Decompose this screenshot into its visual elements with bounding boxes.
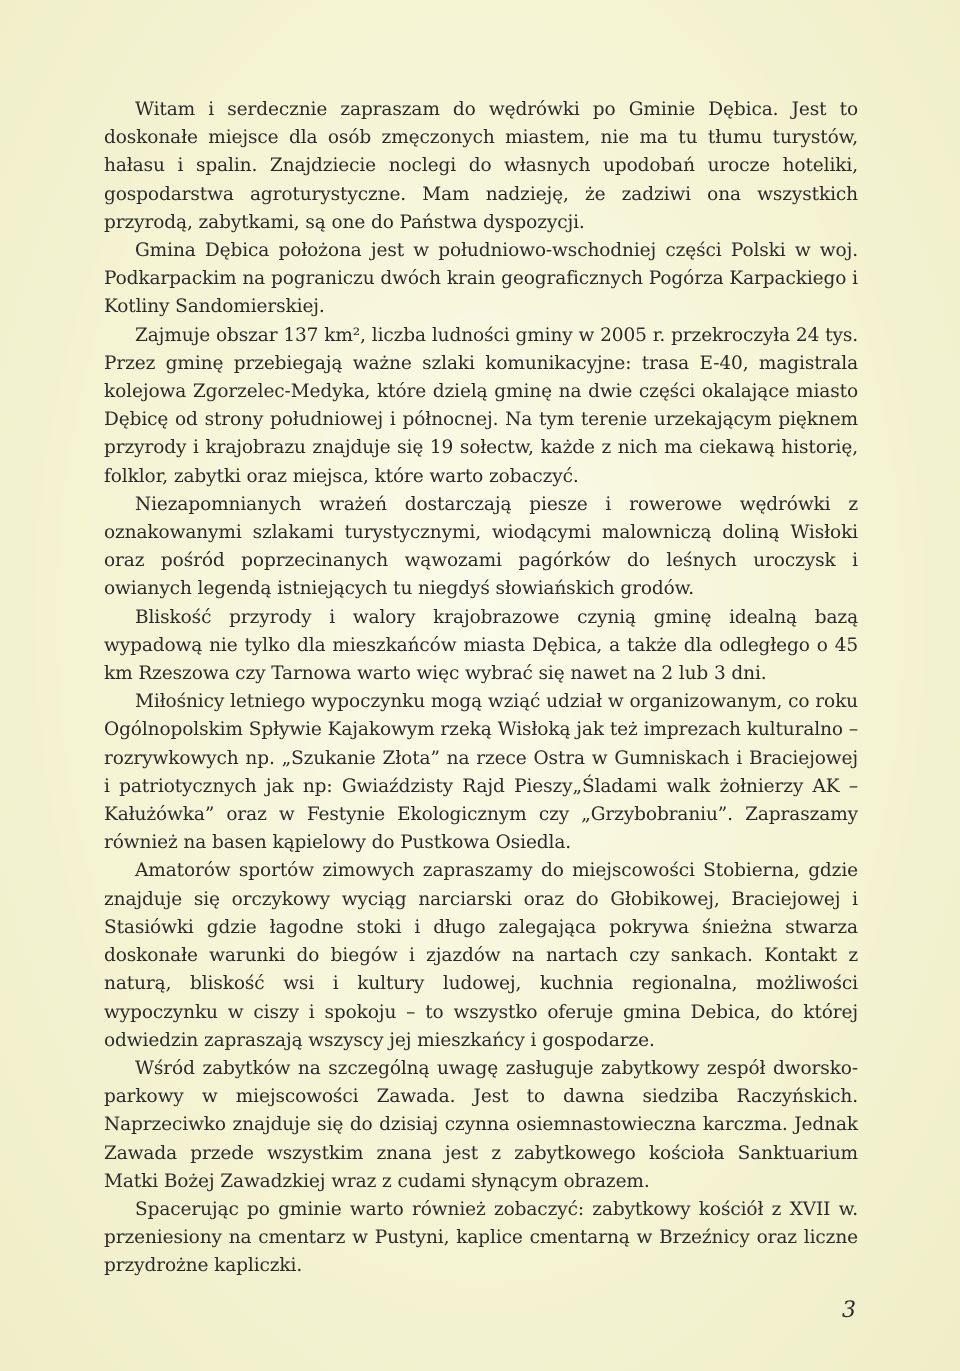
paragraph-walking: Spacerując po gminie warto również zobaczyć: zabytkowy kościół z XVII w. przeniesiony na cmentarz w Pustyni, kaplice cmentarną w Brzeźnicy oraz liczne przydrożne kapliczki.: [104, 1198, 858, 1277]
article-body: [104, 96, 858, 1281]
paragraph-monuments: Wśród zabytków na szczególną uwagę zasługuje zabytkowy zespół dworsko- parkowy w miejscowości Zawada. Jest to dawna siedziba Raczyńskich. Naprzeciwko znajduje się do dzisiaj czynna osiemnastowieczna karczma. Jednak Zawada przede wszystkim znana jest z zabytkowego kościoła Sanktuarium Matki Bożej Zawadzkiej wraz z cudami słynącym obrazem.: [104, 1057, 858, 1192]
paragraph-summer: Miłośnicy letniego wypoczynku mogą wziąć udział w organizowanym, co roku Ogólnopolskim Spływie Kajakowym rzeką Wisłoką jak też imprezach kulturalno – rozrywkowych np. „Szukanie Złota” na rzece Ostra w Gumniskach i Braciejowej i patriotycznych jak np: Gwiaździsty Rajd Pieszy„Śladami walk żołnierzy AK – Kałużówka” oraz w Festynie Ekologicznym czy „Grzybobraniu”. Zapraszamy również na basen kąpielowy do Pustkowa Osiedla.: [104, 691, 858, 854]
paragraph-trails: Niezapomnianych wrażeń dostarczają piesze i rowerowe wędrówki z oznakowanymi szlakami turystycznymi, wiodącymi malowniczą doliną Wisłoki oraz pośród poprzecinanych wąwozami pagórków do leśnych uroczysk i owianych legendą istniejących tu niegdyś słowiańskich grodów.: [104, 493, 858, 600]
paragraph-base: Bliskość przyrody i walory krajobrazowe czynią gminę idealną bazą wypadową nie tylko dla mieszkańców miasta Dębica, a także dla odległego o 45 km Rzeszowa czy Tarnowa warto więc wybrać się nawet na 2 lub 3 dni.: [104, 606, 858, 685]
page-number: 3: [842, 1298, 856, 1323]
paragraph-location: Gmina Dębica położona jest w południowo-wschodniej części Polski w woj. Podkarpackim na pograniczu dwóch krain geograficznych Pogórza Karpackiego i Kotliny Sandomierskiej.: [104, 240, 858, 318]
paragraph-intro: Witam i serdecznie zapraszam do wędrówki po Gminie Dębica. Jest to doskonałe miejsce dla osób zmęczonych miastem, nie ma tu tłumu turystów, hałasu i spalin. Znajdziecie noclegi do własnych upodobań urocze hoteliki, gospodarstwa agroturystyczne. Mam nadzieję, że zadziwi ona wszystkich przyrodą, zabytkami, są one do Państwa dyspozycji.: [104, 99, 858, 233]
paragraph-winter: Amatorów sportów zimowych zapraszamy do miejscowości Stobierna, gdzie znajduje się orczykowy wyciąg narciarski oraz do Głobikowej, Braciejowej i Stasiówki gdzie łagodne stoki i długo zalegająca pokrywa śnieżna stwarza doskonałe warunki do biegów i zjazdów na nartach czy sankach. Kontakt z naturą, bliskość wsi i kultury ludowej, kuchnia regionalna, możliwości wypoczynku w ciszy i spokoju – to wszystko oferuje gmina Debica, do której odwiedzin zapraszają wszyscy jej mieszkańcy i gospodarze.: [104, 860, 858, 1051]
paragraph-area: Zajmuje obszar 137 km², liczba ludności gminy w 2005 r. przekroczyła 24 tys. Przez gminę przebiegają ważne szlaki komunikacyjne: trasa E-40, magistrala kolejowa Zgorzelec-Medyka, które dzielą gminę na dwie części okalające miasto Dębicę od strony południowej i północnej. Na tym terenie urzekającym pięknem przyrody i krajobrazu znajduje się 19 sołectw, każde z nich ma ciekawą historię, folklor, zabytki oraz miejsca, które warto zobaczyć.: [104, 324, 858, 487]
